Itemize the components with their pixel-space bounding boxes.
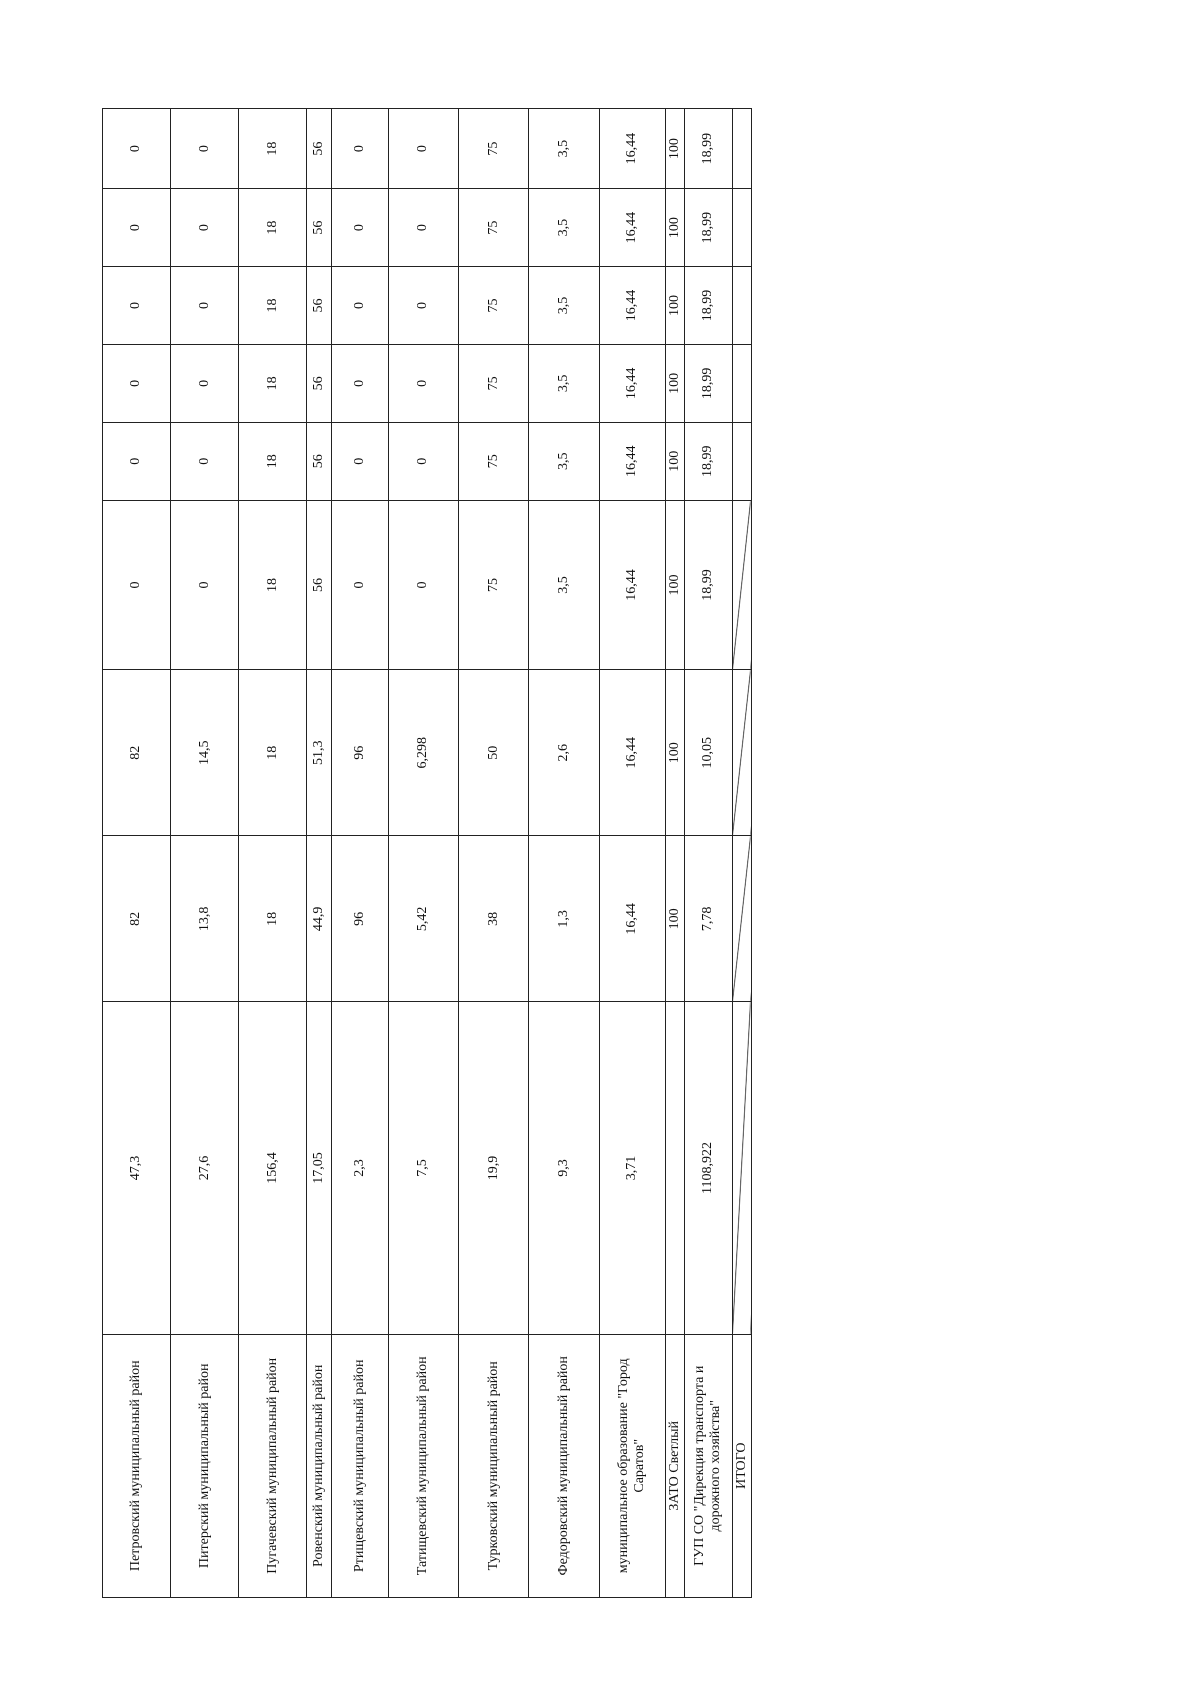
value-cell: 50 <box>459 670 529 836</box>
value-cell: 3,5 <box>529 189 599 267</box>
value-cell: 75 <box>459 344 529 422</box>
value-cell: 13,8 <box>171 836 239 1002</box>
value-cell: 75 <box>459 267 529 345</box>
value-cell: 0 <box>388 344 458 422</box>
row-name-cell: ИТОГО <box>732 1334 751 1597</box>
value-cell: 18 <box>239 500 307 670</box>
value-cell: 75 <box>459 109 529 189</box>
value-cell: 0 <box>171 109 239 189</box>
value-cell: 18,99 <box>684 109 732 189</box>
value-cell: 100 <box>665 422 684 500</box>
value-cell <box>732 500 751 670</box>
value-cell: 100 <box>665 109 684 189</box>
value-cell: 56 <box>307 500 332 670</box>
value-cell: 100 <box>665 836 684 1002</box>
value-cell: 0 <box>103 344 171 422</box>
row-name-cell: Питерский муниципальный район <box>171 1334 239 1597</box>
table-row <box>529 109 599 1598</box>
value-cell: 0 <box>171 422 239 500</box>
value-cell: 100 <box>665 500 684 670</box>
value-cell: 56 <box>307 109 332 189</box>
value-cell: 18,99 <box>684 422 732 500</box>
value-cell: 3,5 <box>529 267 599 345</box>
value-cell: 16,44 <box>599 836 665 1002</box>
value-cell: 16,44 <box>599 267 665 345</box>
value-cell: 0 <box>332 344 389 422</box>
value-cell: 0 <box>388 109 458 189</box>
table-row <box>103 109 171 1598</box>
value-cell: 3,5 <box>529 422 599 500</box>
value-cell: 0 <box>171 267 239 345</box>
value-cell: 18,99 <box>684 189 732 267</box>
value-cell: 16,44 <box>599 189 665 267</box>
value-cell: 0 <box>103 189 171 267</box>
value-cell: 27,6 <box>171 1002 239 1334</box>
value-cell: 0 <box>171 500 239 670</box>
value-cell: 18,99 <box>684 500 732 670</box>
value-cell: 16,44 <box>599 344 665 422</box>
value-cell: 0 <box>171 189 239 267</box>
value-cell: 2,6 <box>529 670 599 836</box>
value-cell: 17,05 <box>307 1002 332 1334</box>
table-row <box>332 109 389 1598</box>
value-cell: 9,3 <box>529 1002 599 1334</box>
value-cell: 18,99 <box>684 344 732 422</box>
value-cell: 18,99 <box>684 267 732 345</box>
value-cell: 18 <box>239 836 307 1002</box>
value-cell: 82 <box>103 836 171 1002</box>
value-cell: 19,9 <box>459 1002 529 1334</box>
value-cell: 1,3 <box>529 836 599 1002</box>
row-name-cell: ГУП СО "Дирекция транспорта и дорожного хозяйства" <box>684 1334 732 1597</box>
value-cell: 18 <box>239 670 307 836</box>
value-cell <box>732 344 751 422</box>
value-cell: 44,9 <box>307 836 332 1002</box>
value-cell: 38 <box>459 836 529 1002</box>
value-cell: 18 <box>239 344 307 422</box>
value-cell: 0 <box>332 109 389 189</box>
value-cell: 0 <box>103 500 171 670</box>
value-cell: 56 <box>307 344 332 422</box>
value-cell: 16,44 <box>599 500 665 670</box>
row-name-cell: Петровский муниципальный район <box>103 1334 171 1597</box>
value-cell <box>732 1002 751 1334</box>
value-cell: 14,5 <box>171 670 239 836</box>
value-cell: 10,05 <box>684 670 732 836</box>
table-row <box>307 109 332 1598</box>
data-table <box>102 108 752 1598</box>
table-row <box>459 109 529 1598</box>
value-cell: 100 <box>665 344 684 422</box>
value-cell: 100 <box>665 670 684 836</box>
table-row <box>599 109 665 1598</box>
value-cell: 75 <box>459 500 529 670</box>
value-cell: 3,71 <box>599 1002 665 1334</box>
table-row <box>239 109 307 1598</box>
row-name-cell: муниципальное образование "Город Саратов" <box>599 1334 665 1597</box>
value-cell: 156,4 <box>239 1002 307 1334</box>
value-cell: 96 <box>332 836 389 1002</box>
row-name-cell: Федоровский муниципальный район <box>529 1334 599 1597</box>
row-name-cell: Татищевский муниципальный район <box>388 1334 458 1597</box>
value-cell: 18 <box>239 267 307 345</box>
table-row <box>732 109 751 1598</box>
value-cell: 47,3 <box>103 1002 171 1334</box>
value-cell: 16,44 <box>599 422 665 500</box>
value-cell: 56 <box>307 267 332 345</box>
value-cell: 0 <box>171 344 239 422</box>
value-cell: 3,5 <box>529 500 599 670</box>
value-cell: 18 <box>239 109 307 189</box>
value-cell <box>732 109 751 189</box>
value-cell <box>665 1002 684 1334</box>
value-cell: 82 <box>103 670 171 836</box>
value-cell: 75 <box>459 189 529 267</box>
value-cell: 0 <box>388 422 458 500</box>
value-cell: 2,3 <box>332 1002 389 1334</box>
value-cell: 56 <box>307 189 332 267</box>
value-cell: 5,42 <box>388 836 458 1002</box>
row-name-cell: Ровенский муниципальный район <box>307 1334 332 1597</box>
value-cell: 56 <box>307 422 332 500</box>
value-cell: 0 <box>388 500 458 670</box>
value-cell: 7,78 <box>684 836 732 1002</box>
value-cell: 3,5 <box>529 109 599 189</box>
value-cell: 0 <box>103 267 171 345</box>
value-cell: 0 <box>332 267 389 345</box>
value-cell: 100 <box>665 189 684 267</box>
row-name-cell: Турковский муниципальный район <box>459 1334 529 1597</box>
table-row <box>684 109 732 1598</box>
value-cell: 16,44 <box>599 109 665 189</box>
row-name-cell: ЗАТО Светлый <box>665 1334 684 1597</box>
table-row <box>171 109 239 1598</box>
value-cell: 0 <box>388 267 458 345</box>
value-cell <box>732 670 751 836</box>
value-cell: 16,44 <box>599 670 665 836</box>
value-cell: 1108,922 <box>684 1002 732 1334</box>
rotated-table-container <box>102 108 752 1598</box>
table-row <box>388 109 458 1598</box>
value-cell: 51,3 <box>307 670 332 836</box>
value-cell: 18 <box>239 189 307 267</box>
value-cell <box>732 189 751 267</box>
row-name-cell: Пугачевский муниципальный район <box>239 1334 307 1597</box>
value-cell: 0 <box>103 109 171 189</box>
value-cell: 6,298 <box>388 670 458 836</box>
value-cell: 0 <box>388 189 458 267</box>
value-cell: 96 <box>332 670 389 836</box>
value-cell <box>732 836 751 1002</box>
value-cell: 75 <box>459 422 529 500</box>
value-cell <box>732 422 751 500</box>
value-cell: 0 <box>332 422 389 500</box>
value-cell: 3,5 <box>529 344 599 422</box>
table-row <box>665 109 684 1598</box>
value-cell: 18 <box>239 422 307 500</box>
value-cell: 0 <box>332 500 389 670</box>
value-cell: 0 <box>103 422 171 500</box>
value-cell: 100 <box>665 267 684 345</box>
value-cell: 0 <box>332 189 389 267</box>
row-name-cell: Ртищевский муниципальный район <box>332 1334 389 1597</box>
value-cell: 7,5 <box>388 1002 458 1334</box>
value-cell <box>732 267 751 345</box>
